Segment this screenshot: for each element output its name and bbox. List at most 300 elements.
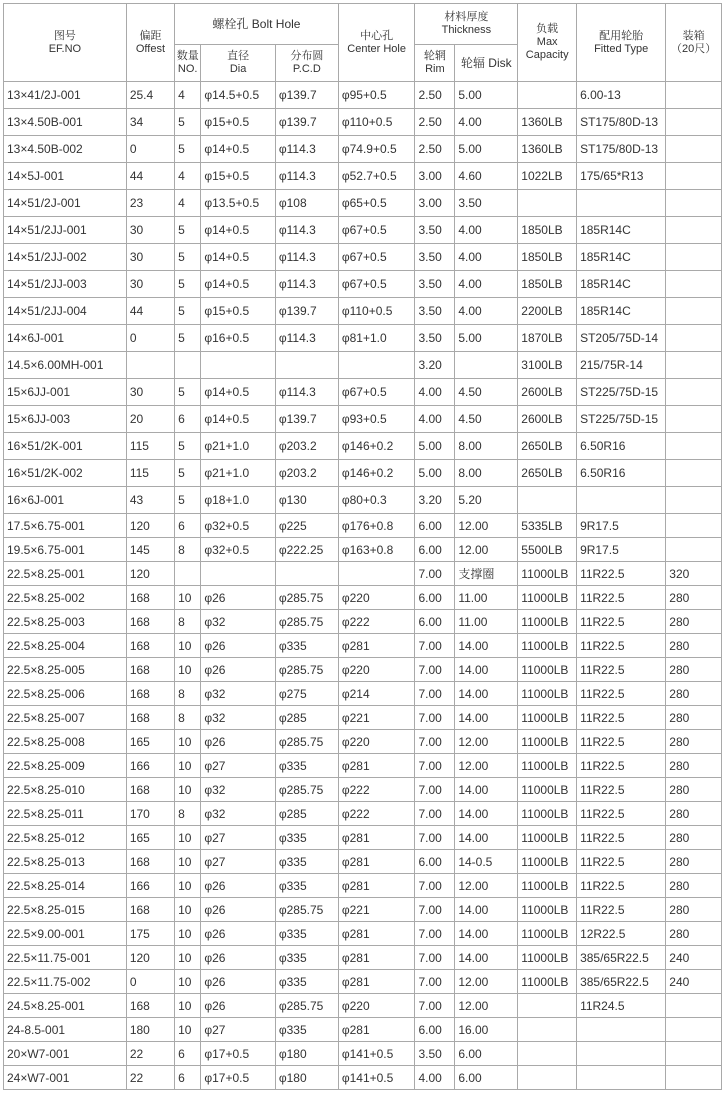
- packing-cell: 280: [666, 778, 722, 802]
- rim-thickness-cell: 4.00: [415, 1066, 455, 1090]
- capacity-cell: 11000LB: [518, 922, 577, 946]
- bolt-dia-cell: φ15+0.5: [201, 298, 276, 325]
- packing-cell: [666, 298, 722, 325]
- center-hole-cell: φ222: [338, 778, 415, 802]
- capacity-cell: 11000LB: [518, 970, 577, 994]
- ef-no-cell: 22.5×8.25-013: [4, 850, 127, 874]
- ef-no-cell: 14×51/2JJ-002: [4, 244, 127, 271]
- ef-no-cell: 14×51/2JJ-001: [4, 217, 127, 244]
- bolt-dia-cell: [201, 562, 276, 586]
- packing-cell: [666, 1042, 722, 1066]
- center-hole-cell: [338, 352, 415, 379]
- bolt-no-cell: 5: [175, 379, 201, 406]
- offset-cell: 168: [126, 634, 174, 658]
- table-row: [4, 163, 722, 190]
- table-row: [4, 874, 722, 898]
- disk-thickness-cell: 支撑圈: [455, 562, 518, 586]
- packing-cell: [666, 325, 722, 352]
- bolt-dia-cell: φ16+0.5: [201, 325, 276, 352]
- fitted-type-cell: 11R22.5: [577, 874, 666, 898]
- ef-no-cell: 14×51/2J-001: [4, 190, 127, 217]
- fitted-type-cell: 185R14C: [577, 217, 666, 244]
- disk-thickness-cell: 14.00: [455, 706, 518, 730]
- ef-no-cell: 22.5×8.25-010: [4, 778, 127, 802]
- offset-cell: 180: [126, 1018, 174, 1042]
- center-hole-cell: φ221: [338, 706, 415, 730]
- fitted-type-cell: 11R22.5: [577, 658, 666, 682]
- fitted-type-cell: 385/65R22.5: [577, 970, 666, 994]
- bolt-no-cell: 10: [175, 994, 201, 1018]
- rim-thickness-cell: 3.50: [415, 271, 455, 298]
- bolt-dia-cell: φ17+0.5: [201, 1066, 276, 1090]
- bolt-no-cell: 10: [175, 730, 201, 754]
- ef-no-cell: 13×4.50B-002: [4, 136, 127, 163]
- offset-cell: 20: [126, 406, 174, 433]
- header-packing: [666, 4, 722, 82]
- center-hole-cell: φ281: [338, 946, 415, 970]
- ef-no-cell: 22.5×8.25-005: [4, 658, 127, 682]
- table-row: [4, 1042, 722, 1066]
- disk-thickness-cell: 11.00: [455, 586, 518, 610]
- offset-cell: 168: [126, 994, 174, 1018]
- rim-thickness-cell: 6.00: [415, 1018, 455, 1042]
- header-rim: [415, 45, 455, 82]
- header-thickness-en: Thickness: [441, 24, 492, 36]
- disk-thickness-cell: 4.00: [455, 244, 518, 271]
- bolt-dia-cell: φ14.5+0.5: [201, 82, 276, 109]
- capacity-cell: 11000LB: [518, 658, 577, 682]
- bolt-pcd-cell: φ180: [275, 1066, 338, 1090]
- header-ef-no: [4, 4, 127, 82]
- capacity-cell: 1360LB: [518, 109, 577, 136]
- rim-thickness-cell: 3.20: [415, 487, 455, 514]
- offset-cell: 166: [126, 874, 174, 898]
- packing-cell: [666, 352, 722, 379]
- offset-cell: 168: [126, 898, 174, 922]
- table-row: [4, 1066, 722, 1090]
- offset-cell: 23: [126, 190, 174, 217]
- center-hole-cell: φ281: [338, 634, 415, 658]
- table-header: [4, 4, 722, 82]
- capacity-cell: 5500LB: [518, 538, 577, 562]
- header-offset-en: Offest: [135, 42, 166, 55]
- ef-no-cell: 14×5J-001: [4, 163, 127, 190]
- offset-cell: 168: [126, 850, 174, 874]
- rim-thickness-cell: 6.00: [415, 514, 455, 538]
- packing-cell: [666, 1066, 722, 1090]
- bolt-no-cell: 5: [175, 244, 201, 271]
- rim-thickness-cell: 3.00: [415, 190, 455, 217]
- table-row: [4, 514, 722, 538]
- capacity-cell: 5335LB: [518, 514, 577, 538]
- center-hole-cell: φ281: [338, 970, 415, 994]
- center-hole-cell: φ281: [338, 754, 415, 778]
- offset-cell: 168: [126, 658, 174, 682]
- fitted-type-cell: ST225/75D-15: [577, 406, 666, 433]
- capacity-cell: 11000LB: [518, 826, 577, 850]
- center-hole-cell: φ220: [338, 658, 415, 682]
- disk-thickness-cell: 5.00: [455, 82, 518, 109]
- bolt-dia-cell: φ14+0.5: [201, 217, 276, 244]
- bolt-no-cell: 5: [175, 109, 201, 136]
- packing-cell: 240: [666, 970, 722, 994]
- bolt-dia-cell: φ27: [201, 754, 276, 778]
- bolt-pcd-cell: φ285.75: [275, 994, 338, 1018]
- bolt-dia-cell: φ32: [201, 802, 276, 826]
- capacity-cell: 11000LB: [518, 634, 577, 658]
- bolt-no-cell: 8: [175, 682, 201, 706]
- bolt-no-cell: 6: [175, 406, 201, 433]
- packing-cell: 320: [666, 562, 722, 586]
- header-center-hole-en: Center Hole: [347, 42, 406, 55]
- rim-thickness-cell: 3.50: [415, 217, 455, 244]
- bolt-no-cell: 10: [175, 874, 201, 898]
- bolt-dia-cell: φ27: [201, 1018, 276, 1042]
- header-fitted-cn: 配用轮胎: [599, 29, 644, 42]
- header-fitted-type: [577, 4, 666, 82]
- center-hole-cell: φ95+0.5: [338, 82, 415, 109]
- packing-cell: [666, 1018, 722, 1042]
- bolt-dia-cell: φ18+1.0: [201, 487, 276, 514]
- rim-thickness-cell: 3.00: [415, 163, 455, 190]
- ef-no-cell: 22.5×8.25-001: [4, 562, 127, 586]
- disk-thickness-cell: 12.00: [455, 874, 518, 898]
- offset-cell: 22: [126, 1066, 174, 1090]
- bolt-no-cell: 10: [175, 754, 201, 778]
- offset-cell: 166: [126, 754, 174, 778]
- packing-cell: [666, 244, 722, 271]
- disk-thickness-cell: 8.00: [455, 460, 518, 487]
- fitted-type-cell: 9R17.5: [577, 538, 666, 562]
- fitted-type-cell: 11R22.5: [577, 682, 666, 706]
- packing-cell: [666, 217, 722, 244]
- ef-no-cell: 22.5×8.25-006: [4, 682, 127, 706]
- bolt-no-cell: 10: [175, 586, 201, 610]
- bolt-dia-cell: φ21+1.0: [201, 433, 276, 460]
- disk-thickness-cell: 12.00: [455, 514, 518, 538]
- table-row: [4, 658, 722, 682]
- bolt-dia-cell: φ26: [201, 874, 276, 898]
- header-fitted-en: Fitted Type: [594, 42, 649, 55]
- table-row: [4, 730, 722, 754]
- center-hole-cell: φ81+1.0: [338, 325, 415, 352]
- offset-cell: 120: [126, 562, 174, 586]
- header-bolt-dia-cn: 直径: [227, 50, 250, 62]
- table-row: [4, 994, 722, 1018]
- center-hole-cell: φ214: [338, 682, 415, 706]
- bolt-dia-cell: φ32: [201, 610, 276, 634]
- fitted-type-cell: 11R24.5: [577, 994, 666, 1018]
- center-hole-cell: φ220: [338, 994, 415, 1018]
- bolt-dia-cell: φ13.5+0.5: [201, 190, 276, 217]
- packing-cell: [666, 406, 722, 433]
- capacity-cell: 11000LB: [518, 802, 577, 826]
- offset-cell: 0: [126, 136, 174, 163]
- ef-no-cell: 22.5×8.25-014: [4, 874, 127, 898]
- packing-cell: 280: [666, 922, 722, 946]
- ef-no-cell: 14×51/2JJ-003: [4, 271, 127, 298]
- header-rim-cn: 轮辋: [423, 50, 446, 62]
- table-row: [4, 922, 722, 946]
- capacity-cell: 1360LB: [518, 136, 577, 163]
- ef-no-cell: 15×6JJ-003: [4, 406, 127, 433]
- center-hole-cell: φ220: [338, 730, 415, 754]
- capacity-cell: 2650LB: [518, 460, 577, 487]
- header-bolt-no-cn: 数量: [176, 50, 199, 62]
- table-row: [4, 460, 722, 487]
- disk-thickness-cell: 14.00: [455, 922, 518, 946]
- header-bolt-pcd: [275, 45, 338, 82]
- table-row: [4, 898, 722, 922]
- offset-cell: 44: [126, 163, 174, 190]
- header-bolt-no-en: NO.: [177, 63, 198, 75]
- bolt-dia-cell: φ26: [201, 730, 276, 754]
- center-hole-cell: φ222: [338, 802, 415, 826]
- bolt-dia-cell: φ26: [201, 922, 276, 946]
- header-ef-no-en: EF.NO: [48, 42, 82, 55]
- offset-cell: 115: [126, 433, 174, 460]
- capacity-cell: [518, 1066, 577, 1090]
- offset-cell: 120: [126, 514, 174, 538]
- table-row: [4, 778, 722, 802]
- capacity-cell: 11000LB: [518, 850, 577, 874]
- bolt-pcd-cell: φ225: [275, 514, 338, 538]
- offset-cell: 168: [126, 682, 174, 706]
- bolt-no-cell: 4: [175, 82, 201, 109]
- table-row: [4, 244, 722, 271]
- rim-thickness-cell: 7.00: [415, 562, 455, 586]
- fitted-type-cell: 12R22.5: [577, 922, 666, 946]
- header-capacity: [518, 4, 577, 82]
- bolt-pcd-cell: φ139.7: [275, 109, 338, 136]
- packing-cell: 240: [666, 946, 722, 970]
- capacity-cell: 2600LB: [518, 379, 577, 406]
- offset-cell: 34: [126, 109, 174, 136]
- bolt-pcd-cell: φ285: [275, 706, 338, 730]
- disk-thickness-cell: 11.00: [455, 610, 518, 634]
- capacity-cell: 1022LB: [518, 163, 577, 190]
- header-ef-no-cn: 图号: [53, 29, 76, 42]
- capacity-cell: 1850LB: [518, 271, 577, 298]
- table-row: [4, 352, 722, 379]
- ef-no-cell: 17.5×6.75-001: [4, 514, 127, 538]
- offset-cell: 30: [126, 244, 174, 271]
- offset-cell: 145: [126, 538, 174, 562]
- header-disk-en: Disk: [488, 55, 512, 70]
- packing-cell: [666, 163, 722, 190]
- bolt-dia-cell: φ14+0.5: [201, 244, 276, 271]
- bolt-no-cell: 10: [175, 850, 201, 874]
- rim-thickness-cell: 2.50: [415, 82, 455, 109]
- ef-no-cell: 22.5×8.25-002: [4, 586, 127, 610]
- ef-no-cell: 13×4.50B-001: [4, 109, 127, 136]
- rim-thickness-cell: 3.50: [415, 1042, 455, 1066]
- offset-cell: 30: [126, 379, 174, 406]
- bolt-pcd-cell: φ108: [275, 190, 338, 217]
- rim-thickness-cell: 3.20: [415, 352, 455, 379]
- rim-thickness-cell: 6.00: [415, 538, 455, 562]
- table-row: [4, 946, 722, 970]
- ef-no-cell: 22.5×8.25-008: [4, 730, 127, 754]
- disk-thickness-cell: 12.00: [455, 754, 518, 778]
- center-hole-cell: [338, 562, 415, 586]
- bolt-no-cell: 10: [175, 658, 201, 682]
- bolt-no-cell: [175, 352, 201, 379]
- table-row: [4, 109, 722, 136]
- bolt-dia-cell: φ21+1.0: [201, 460, 276, 487]
- fitted-type-cell: ST175/80D-13: [577, 136, 666, 163]
- bolt-pcd-cell: φ285.75: [275, 658, 338, 682]
- offset-cell: 25.4: [126, 82, 174, 109]
- disk-thickness-cell: 6.00: [455, 1042, 518, 1066]
- disk-thickness-cell: 14.00: [455, 802, 518, 826]
- bolt-dia-cell: φ32: [201, 706, 276, 730]
- disk-thickness-cell: 5.00: [455, 325, 518, 352]
- table-row: [4, 850, 722, 874]
- center-hole-cell: φ281: [338, 850, 415, 874]
- disk-thickness-cell: 14.00: [455, 778, 518, 802]
- header-packing-cn: 装箱: [682, 29, 705, 42]
- capacity-cell: 2650LB: [518, 433, 577, 460]
- table-body: [4, 82, 722, 1090]
- bolt-pcd-cell: φ139.7: [275, 298, 338, 325]
- bolt-pcd-cell: φ285.75: [275, 778, 338, 802]
- ef-no-cell: 15×6JJ-001: [4, 379, 127, 406]
- packing-cell: 280: [666, 826, 722, 850]
- ef-no-cell: 16×51/2K-001: [4, 433, 127, 460]
- bolt-pcd-cell: φ285.75: [275, 898, 338, 922]
- rim-thickness-cell: 2.50: [415, 109, 455, 136]
- bolt-dia-cell: φ17+0.5: [201, 1042, 276, 1066]
- disk-thickness-cell: 6.00: [455, 1066, 518, 1090]
- capacity-cell: 11000LB: [518, 874, 577, 898]
- disk-thickness-cell: 14-0.5: [455, 850, 518, 874]
- packing-cell: [666, 379, 722, 406]
- offset-cell: 120: [126, 946, 174, 970]
- offset-cell: 115: [126, 460, 174, 487]
- bolt-no-cell: 6: [175, 1066, 201, 1090]
- header-disk: [455, 45, 518, 82]
- bolt-pcd-cell: φ114.3: [275, 379, 338, 406]
- packing-cell: [666, 460, 722, 487]
- bolt-no-cell: 10: [175, 946, 201, 970]
- header-rim-en: Rim: [425, 63, 445, 75]
- packing-cell: [666, 190, 722, 217]
- table-row: [4, 562, 722, 586]
- bolt-dia-cell: φ15+0.5: [201, 109, 276, 136]
- header-center-hole: [338, 4, 415, 82]
- offset-cell: 30: [126, 271, 174, 298]
- header-bolt-no: [175, 45, 201, 82]
- bolt-dia-cell: φ14+0.5: [201, 379, 276, 406]
- packing-cell: 280: [666, 730, 722, 754]
- bolt-no-cell: 10: [175, 826, 201, 850]
- bolt-dia-cell: φ26: [201, 586, 276, 610]
- table-row: [4, 82, 722, 109]
- bolt-dia-cell: φ14+0.5: [201, 271, 276, 298]
- table-row: [4, 970, 722, 994]
- bolt-no-cell: 5: [175, 487, 201, 514]
- disk-thickness-cell: 16.00: [455, 1018, 518, 1042]
- bolt-no-cell: 10: [175, 922, 201, 946]
- ef-no-cell: 22.5×9.00-001: [4, 922, 127, 946]
- center-hole-cell: φ67+0.5: [338, 271, 415, 298]
- rim-thickness-cell: 7.00: [415, 802, 455, 826]
- center-hole-cell: φ220: [338, 586, 415, 610]
- offset-cell: 0: [126, 970, 174, 994]
- packing-cell: [666, 433, 722, 460]
- bolt-dia-cell: φ32+0.5: [201, 538, 276, 562]
- packing-cell: 280: [666, 658, 722, 682]
- ef-no-cell: 22.5×8.25-015: [4, 898, 127, 922]
- header-disk-cn: 轮辐: [460, 55, 485, 70]
- disk-thickness-cell: 8.00: [455, 433, 518, 460]
- offset-cell: 30: [126, 217, 174, 244]
- fitted-type-cell: 185R14C: [577, 271, 666, 298]
- bolt-pcd-cell: φ335: [275, 850, 338, 874]
- rim-thickness-cell: 7.00: [415, 898, 455, 922]
- fitted-type-cell: 11R22.5: [577, 730, 666, 754]
- ef-no-cell: 22.5×8.25-007: [4, 706, 127, 730]
- bolt-no-cell: 4: [175, 163, 201, 190]
- disk-thickness-cell: 5.00: [455, 136, 518, 163]
- center-hole-cell: φ146+0.2: [338, 433, 415, 460]
- ef-no-cell: 22.5×11.75-002: [4, 970, 127, 994]
- bolt-dia-cell: [201, 352, 276, 379]
- bolt-no-cell: 10: [175, 778, 201, 802]
- bolt-pcd-cell: φ335: [275, 970, 338, 994]
- table-row: [4, 1018, 722, 1042]
- header-bolt-hole-cn: 螺栓孔: [212, 16, 249, 31]
- rim-thickness-cell: 7.00: [415, 754, 455, 778]
- packing-cell: 280: [666, 898, 722, 922]
- offset-cell: 43: [126, 487, 174, 514]
- table-row: [4, 754, 722, 778]
- center-hole-cell: φ67+0.5: [338, 379, 415, 406]
- ef-no-cell: 22.5×8.25-004: [4, 634, 127, 658]
- center-hole-cell: φ80+0.3: [338, 487, 415, 514]
- fitted-type-cell: [577, 1042, 666, 1066]
- ef-no-cell: 24×W7-001: [4, 1066, 127, 1090]
- bolt-pcd-cell: φ114.3: [275, 136, 338, 163]
- header-thickness-cn: 材料厚度: [444, 11, 489, 23]
- bolt-no-cell: [175, 562, 201, 586]
- fitted-type-cell: 6.50R16: [577, 460, 666, 487]
- wheel-spec-table: [3, 3, 722, 1090]
- offset-cell: 168: [126, 586, 174, 610]
- table-row: [4, 802, 722, 826]
- table-row: [4, 586, 722, 610]
- packing-cell: 280: [666, 754, 722, 778]
- rim-thickness-cell: 7.00: [415, 730, 455, 754]
- table-row: [4, 325, 722, 352]
- rim-thickness-cell: 6.00: [415, 586, 455, 610]
- fitted-type-cell: 11R22.5: [577, 610, 666, 634]
- capacity-cell: 1850LB: [518, 244, 577, 271]
- packing-cell: 280: [666, 874, 722, 898]
- packing-cell: [666, 487, 722, 514]
- fitted-type-cell: 385/65R22.5: [577, 946, 666, 970]
- fitted-type-cell: 215/75R-14: [577, 352, 666, 379]
- packing-cell: 280: [666, 802, 722, 826]
- packing-cell: [666, 994, 722, 1018]
- header-offset-cn: 偏距: [139, 29, 162, 42]
- capacity-cell: 11000LB: [518, 778, 577, 802]
- capacity-cell: 2600LB: [518, 406, 577, 433]
- center-hole-cell: φ221: [338, 898, 415, 922]
- bolt-pcd-cell: φ335: [275, 634, 338, 658]
- capacity-cell: [518, 190, 577, 217]
